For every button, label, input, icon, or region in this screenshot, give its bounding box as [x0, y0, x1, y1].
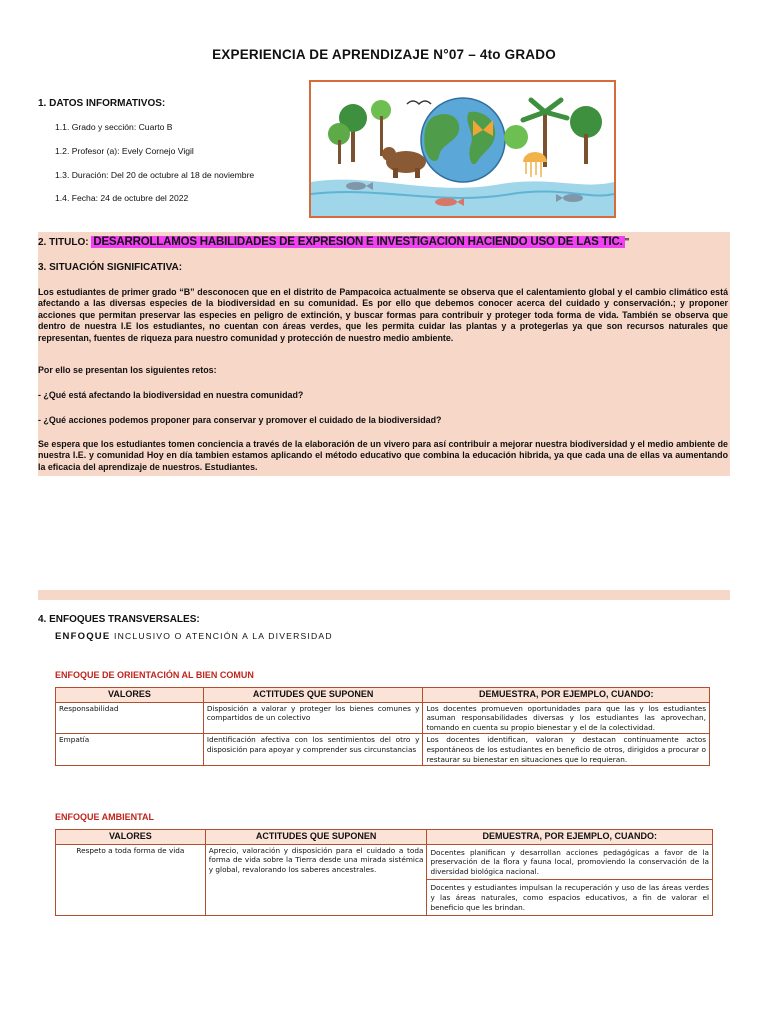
table-header-row: [56, 830, 713, 845]
enfoque-ambiental-title: ENFOQUE AMBIENTAL: [55, 812, 154, 822]
fecha: 1.4. Fecha: 24 de octubre del 2022: [55, 193, 189, 203]
titulo-label: 2. TITULO:: [38, 237, 92, 248]
divider-band: [38, 590, 730, 600]
demuestra-cell: Los docentes identifican, valoran y destacan continuamente actos espontáneos de los estudiantes en beneficio de otros, dirigidos a procurar o restaurar su bienestar en situaciones que lo requieran.: [423, 734, 710, 766]
profesor: 1.2. Profesor (a): Evely Cornejo Vigil: [55, 146, 194, 156]
header-valores: VALORES: [56, 688, 204, 703]
grado-seccion: 1.1. Grado y sección: Cuarto B: [55, 122, 173, 132]
biodiversity-illustration: [309, 80, 616, 218]
header-actitudes: ACTITUDES QUE SUPONEN: [205, 830, 427, 845]
bien-comun-table: [55, 687, 710, 766]
table-row: [56, 702, 710, 734]
reto-2: - ¿Qué acciones podemos proponer para conservar y promover el cuidado de la biodiversidad?: [38, 415, 442, 425]
demuestra-cell: Los docentes promueven oportunidades para que las y los estudiantes asuman responsabilidades diversas y los estudiantes las aprovechan, tomando en cuenta su propio bienestar y el de la colectividad.: [423, 702, 710, 734]
enfoque-inclusivo: [55, 631, 333, 642]
enfoque-bien-comun-title: ENFOQUE DE ORIENTACIÓN AL BIEN COMUN: [55, 670, 254, 680]
valor-cell: Responsabilidad: [56, 702, 204, 734]
titulo-quote: ": [624, 237, 630, 248]
table-row: [56, 844, 713, 880]
actitud-cell: Aprecio, valoración y disposición para el cuidado a toda forma de vida sobre la Tierra desde una mirada sistémica y global, revalorando los saberes ancestrales.: [205, 844, 427, 916]
actitud-cell: Identificación afectiva con los sentimientos del otro y disposición para apoyar y comprender sus circunstancias: [203, 734, 423, 766]
situacion-paragraph-5: Se espera que los estudiantes tomen conciencia a través de la elaboración de un vivero para así contribuir a mejorar nuestra biodiversidad y el medio ambiente de nuestra I.E. y comunidad Hoy en día tambien estamos aplicando el método educativo que combina la educación hibrida, ya que cada una de ellas va aumentando la eficacia del aprendizaje de nuestros. Estudiantes.: [38, 439, 728, 472]
ambiental-table: [55, 829, 713, 916]
enfoque-word: ENFOQUE: [55, 631, 111, 642]
valor-cell: Respeto a toda forma de vida: [56, 844, 206, 916]
reto-1: - ¿Qué está afectando la biodiversidad en nuestra comunidad?: [38, 390, 304, 400]
table-row: [56, 734, 710, 766]
titulo-text: DESARROLLAMOS HABILIDADES DE EXPRESION E INVESTIGACION HACIENDO USO DE LAS TIC.: [93, 236, 623, 248]
header-actitudes: ACTITUDES QUE SUPONEN: [203, 688, 423, 703]
datos-heading: 1. DATOS INFORMATIVOS:: [38, 98, 166, 109]
situacion-paragraph-1: Los estudiantes de primer grado “B” desconocen que en el distrito de Pampacoica actualmente se observa que el calentamiento global y el cambio climático está afectando a las diversas especies de la biodiversidad en su comunidad. Es por ello que debemos conocer acerca del cuidado y conservación.; y proponer acciones que permitan preservar las especies en peligro de extinción, y buscar formas para contribuir y proteger toda forma de vida. También se observa que dentro de nuestra I.E los estudiantes, no cuentan con áreas verdes, que les permita cuidar las plantas y a protegerlas ya que son recursos naturales que representan, fuentes de riqueza para nuestro comunidad y protección de nuestro medio ambiente.: [38, 287, 728, 343]
duracion: 1.3. Duración: Del 20 de octubre al 18 de noviembre: [55, 170, 255, 180]
header-demuestra: DEMUESTRA, POR EJEMPLO, CUANDO:: [427, 830, 713, 845]
header-valores: VALORES: [56, 830, 206, 845]
valor-cell: Empatía: [56, 734, 204, 766]
header-demuestra: DEMUESTRA, POR EJEMPLO, CUANDO:: [423, 688, 710, 703]
table-header-row: [56, 688, 710, 703]
situacion-heading: 3. SITUACIÓN SIGNIFICATIVA:: [38, 262, 183, 273]
enfoque-inclusivo-text: INCLUSIVO O ATENCIÓN A LA DIVERSIDAD: [110, 631, 333, 641]
demuestra-cell: Docentes planifican y desarrollan acciones pedagógicas a favor de la preservación de la flora y fauna local, promoviendo la conservación de la diversidad biológica nacional.: [427, 844, 713, 880]
earth-nature-illustration: [311, 82, 614, 216]
document-title: EXPERIENCIA DE APRENDIZAJE N°07 – 4to GRADO: [212, 47, 556, 62]
demuestra-cell: Docentes y estudiantes impulsan la recuperación y uso de las áreas verdes y las áreas naturales, como espacios educativos, a fin de valorar el beneficio que les brindan.: [427, 880, 713, 916]
enfoques-heading: 4. ENFOQUES TRANSVERSALES:: [38, 614, 200, 625]
actitud-cell: Disposición a valorar y proteger los bienes comunes y compartidos de un colectivo: [203, 702, 423, 734]
situacion-paragraph-2: Por ello se presentan los siguientes retos:: [38, 365, 217, 375]
titulo-line: [38, 236, 629, 248]
